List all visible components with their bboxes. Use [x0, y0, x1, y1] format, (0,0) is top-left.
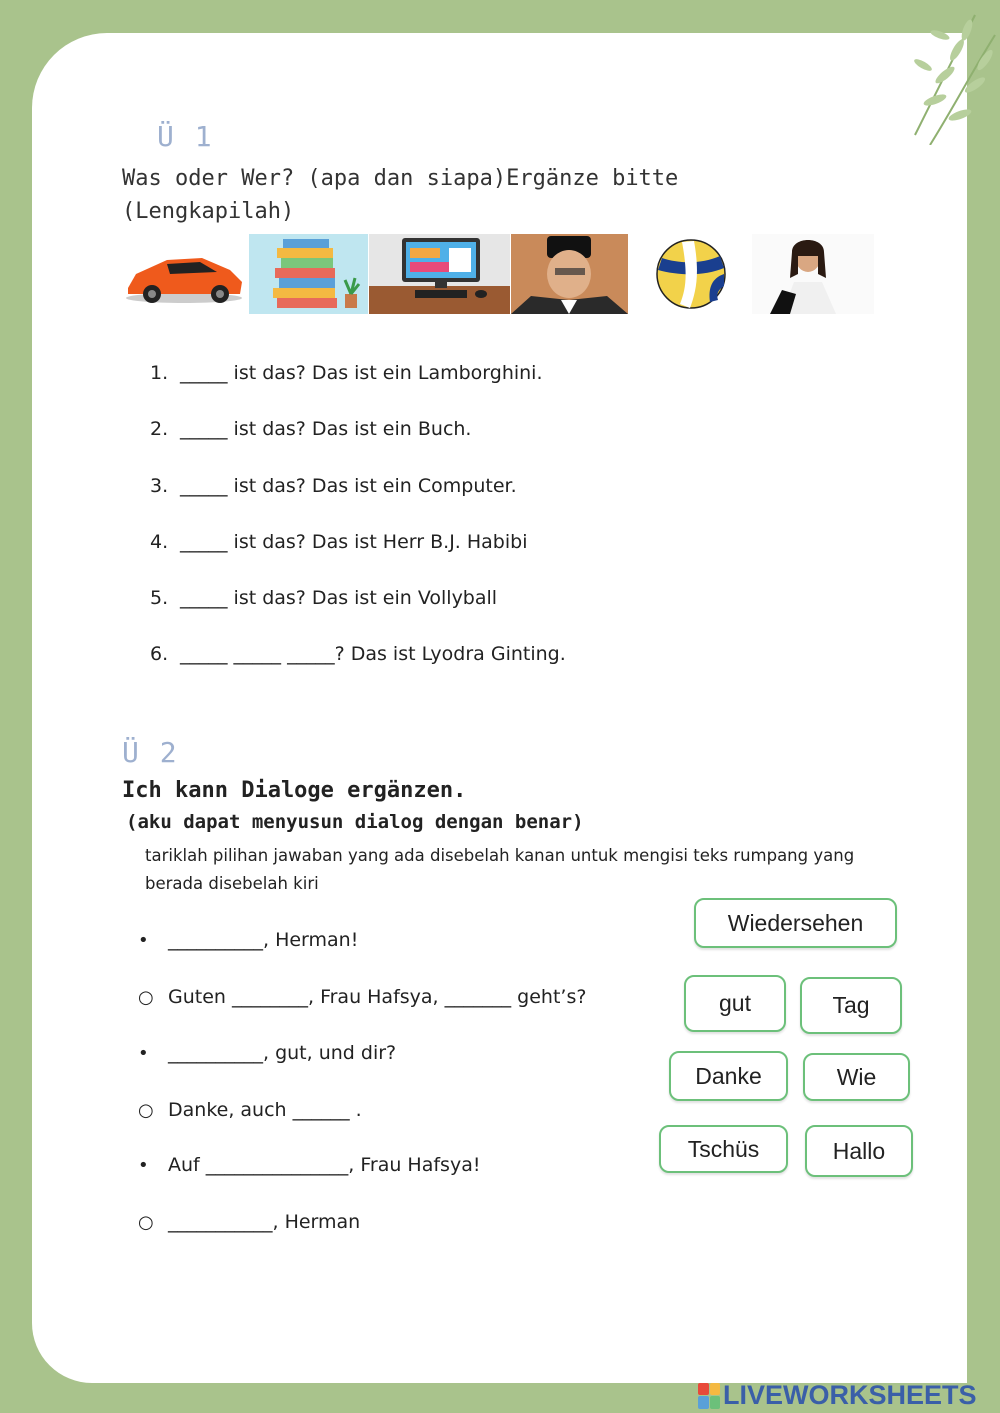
portrait-woman-icon: [752, 234, 874, 314]
question-5: 5. _____ ist das? Das ist ein Vollyball: [150, 587, 498, 609]
option-danke[interactable]: Danke: [669, 1051, 788, 1101]
dialog-line-5: Auf _______________, Frau Hafsya!: [168, 1154, 481, 1176]
bullet-hollow: ○: [138, 1100, 154, 1121]
bullet-filled: •: [138, 930, 149, 951]
bullet-hollow: ○: [138, 1212, 154, 1233]
question-1: 1. _____ ist das? Das ist ein Lamborghini.: [150, 362, 543, 384]
dialog-line-6: ___________, Herman: [168, 1211, 361, 1233]
question-4: 4. _____ ist das? Das ist Herr B.J. Habibi: [150, 531, 528, 553]
exercise-2-heading: Ich kann Dialoge ergänzen.: [122, 778, 467, 803]
option-gut[interactable]: gut: [684, 975, 786, 1032]
question-6: 6. _____ _____ _____? Das ist Lyodra Ginting.: [150, 643, 566, 665]
dialog-line-3: __________, gut, und dir?: [168, 1042, 397, 1064]
option-tag[interactable]: Tag: [800, 977, 902, 1034]
portrait-man-icon: [511, 234, 628, 314]
dialog-line-2: Guten ________, Frau Hafsya, _______ geht’s?: [168, 986, 587, 1008]
sports-car-icon: [122, 234, 246, 314]
brand-name: LIVEWORKSHEETS: [723, 1380, 977, 1410]
option-hallo[interactable]: Hallo: [805, 1125, 913, 1177]
bullet-hollow: ○: [138, 987, 154, 1008]
exercise-2-subheading: (aku dapat menyusun dialog dengan benar): [126, 811, 584, 833]
dialog-line-4: Danke, auch ______ .: [168, 1099, 362, 1121]
stack-of-books-icon: [249, 234, 368, 314]
option-wiedersehen[interactable]: Wiedersehen: [694, 898, 897, 948]
question-3: 3. _____ ist das? Das ist ein Computer.: [150, 475, 517, 497]
option-tschuess[interactable]: Tschüs: [659, 1125, 788, 1173]
exercise-2-label: Ü 2: [122, 736, 179, 769]
liveworksheets-logo-icon: [698, 1383, 720, 1409]
exercise-1-label: Ü 1: [157, 120, 214, 153]
bullet-filled: •: [138, 1043, 149, 1064]
exercise-2-note: tariklah pilihan jawaban yang ada disebelah kanan untuk mengisi teks rumpang yang berada disebelah kiri: [145, 846, 855, 893]
question-2: 2. _____ ist das? Das ist ein Buch.: [150, 418, 472, 440]
dialog-line-1: __________, Herman!: [168, 929, 359, 951]
computer-icon: [369, 234, 510, 314]
exercise-1-instruction: Was oder Wer? (apa dan siapa)Ergänze bitte (Lengkapilah): [122, 166, 679, 224]
option-wie[interactable]: Wie: [803, 1053, 910, 1101]
bullet-filled: •: [138, 1155, 149, 1176]
liveworksheets-logo: [698, 1380, 977, 1411]
volleyball-icon: [650, 234, 732, 314]
leaf-decoration-icon: [895, 5, 1000, 145]
